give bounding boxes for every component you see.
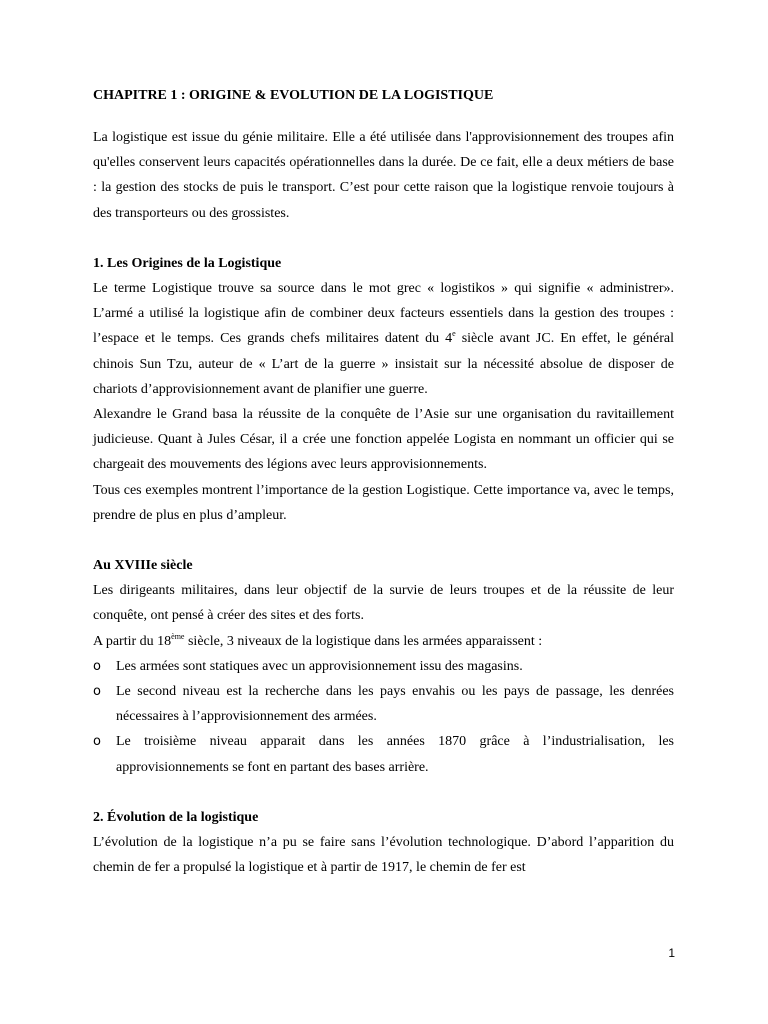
list-item xyxy=(93,679,674,729)
list-item-text: Le second niveau est la recherche dans les pays envahis ou les pays de passage, les denrées nécessaires à l’approvisionnement des armées. xyxy=(116,684,674,725)
origins-paragraph-2: Alexandre le Grand basa la réussite de la conquête de l’Asie sur une organisation du ravitaillement judicieuse. Quant à Jules César, il a crée une fonction appelée Logista en nommant un officier qui se chargeait des mouvements des légions avec leurs approvisionnements. xyxy=(93,407,674,473)
page-number: 1 xyxy=(668,946,675,960)
xviii-text-a: A partir du 18 xyxy=(93,633,172,649)
circle-bullet-icon: o xyxy=(93,658,101,674)
origins-paragraph-1 xyxy=(93,276,674,402)
list-item xyxy=(93,729,674,779)
spacer xyxy=(93,528,674,553)
intro-paragraph: La logistique est issue du génie militaire. Elle a été utilisée dans l'approvisionnement des troupes afin qu'elles conservent leurs capacités opérationnelles dans la durée. De ce fait, elle a deux métiers de base : la gestion des stocks de puis le transport. C’est pour cette raison que la logistique renvoie toujours à des transporteurs ou des grossistes. xyxy=(93,130,674,221)
evolution-paragraph-1: L’évolution de la logistique n’a pu se faire sans l’évolution technologique. D’abord l’apparition du chemin de fer a propulsé la logistique et à partir de 1917, le chemin de fer est xyxy=(93,835,674,876)
section-heading-origins: 1. Les Origines de la Logistique xyxy=(93,255,282,271)
levels-list xyxy=(93,654,674,780)
document-page xyxy=(93,86,674,880)
xviii-text-b: siècle, 3 niveaux de la logistique dans les armées apparaissent : xyxy=(184,633,543,649)
section-heading-evolution: 2. Évolution de la logistique xyxy=(93,809,259,825)
circle-bullet-icon: o xyxy=(93,684,101,700)
list-item xyxy=(93,654,674,679)
list-item-text: Les armées sont statiques avec un approvisionnement issu des magasins. xyxy=(116,658,523,674)
list-item-text: Le troisième niveau apparait dans les années 1870 grâce à l’industrialisation, les approvisionnements se font en partant des bases arrière. xyxy=(116,734,674,775)
origins-text-a: Le terme Logistique trouve sa source dans le mot grec « logistikos » qui signifie « administrer». L’armé a utilisé la logistique afin de combiner deux facteurs essentiels dans la gestion des troupes : l’espace et le temps. Ces grands chefs militaires datent du 4 xyxy=(93,281,674,347)
superscript-eme: ème xyxy=(171,631,185,641)
chapter-title: CHAPITRE 1 : ORIGINE & EVOLUTION DE LA LOGISTIQUE xyxy=(93,88,494,103)
spacer xyxy=(93,780,674,805)
section-heading-xviii: Au XVIIIe siècle xyxy=(93,558,193,574)
xviii-paragraph-2 xyxy=(93,629,674,654)
origins-text-b: siècle avant JC. En effet, le général chinois Sun Tzu, auteur de « L’art de la guerre » insistait sur la nécessité absolue de disposer de chariots d’approvisionnement avant de planifier une guerre. xyxy=(93,331,674,397)
circle-bullet-icon: o xyxy=(93,734,101,750)
superscript-e: e xyxy=(452,329,456,339)
spacer xyxy=(93,226,674,251)
xviii-paragraph-1: Les dirigeants militaires, dans leur objectif de la survie de leurs troupes et de la réussite de leur conquête, ont pensé à créer des sites et des forts. xyxy=(93,583,674,624)
origins-paragraph-3: Tous ces exemples montrent l’importance de la gestion Logistique. Cette importance va, avec le temps, prendre de plus en plus d’ampleur. xyxy=(93,482,674,523)
